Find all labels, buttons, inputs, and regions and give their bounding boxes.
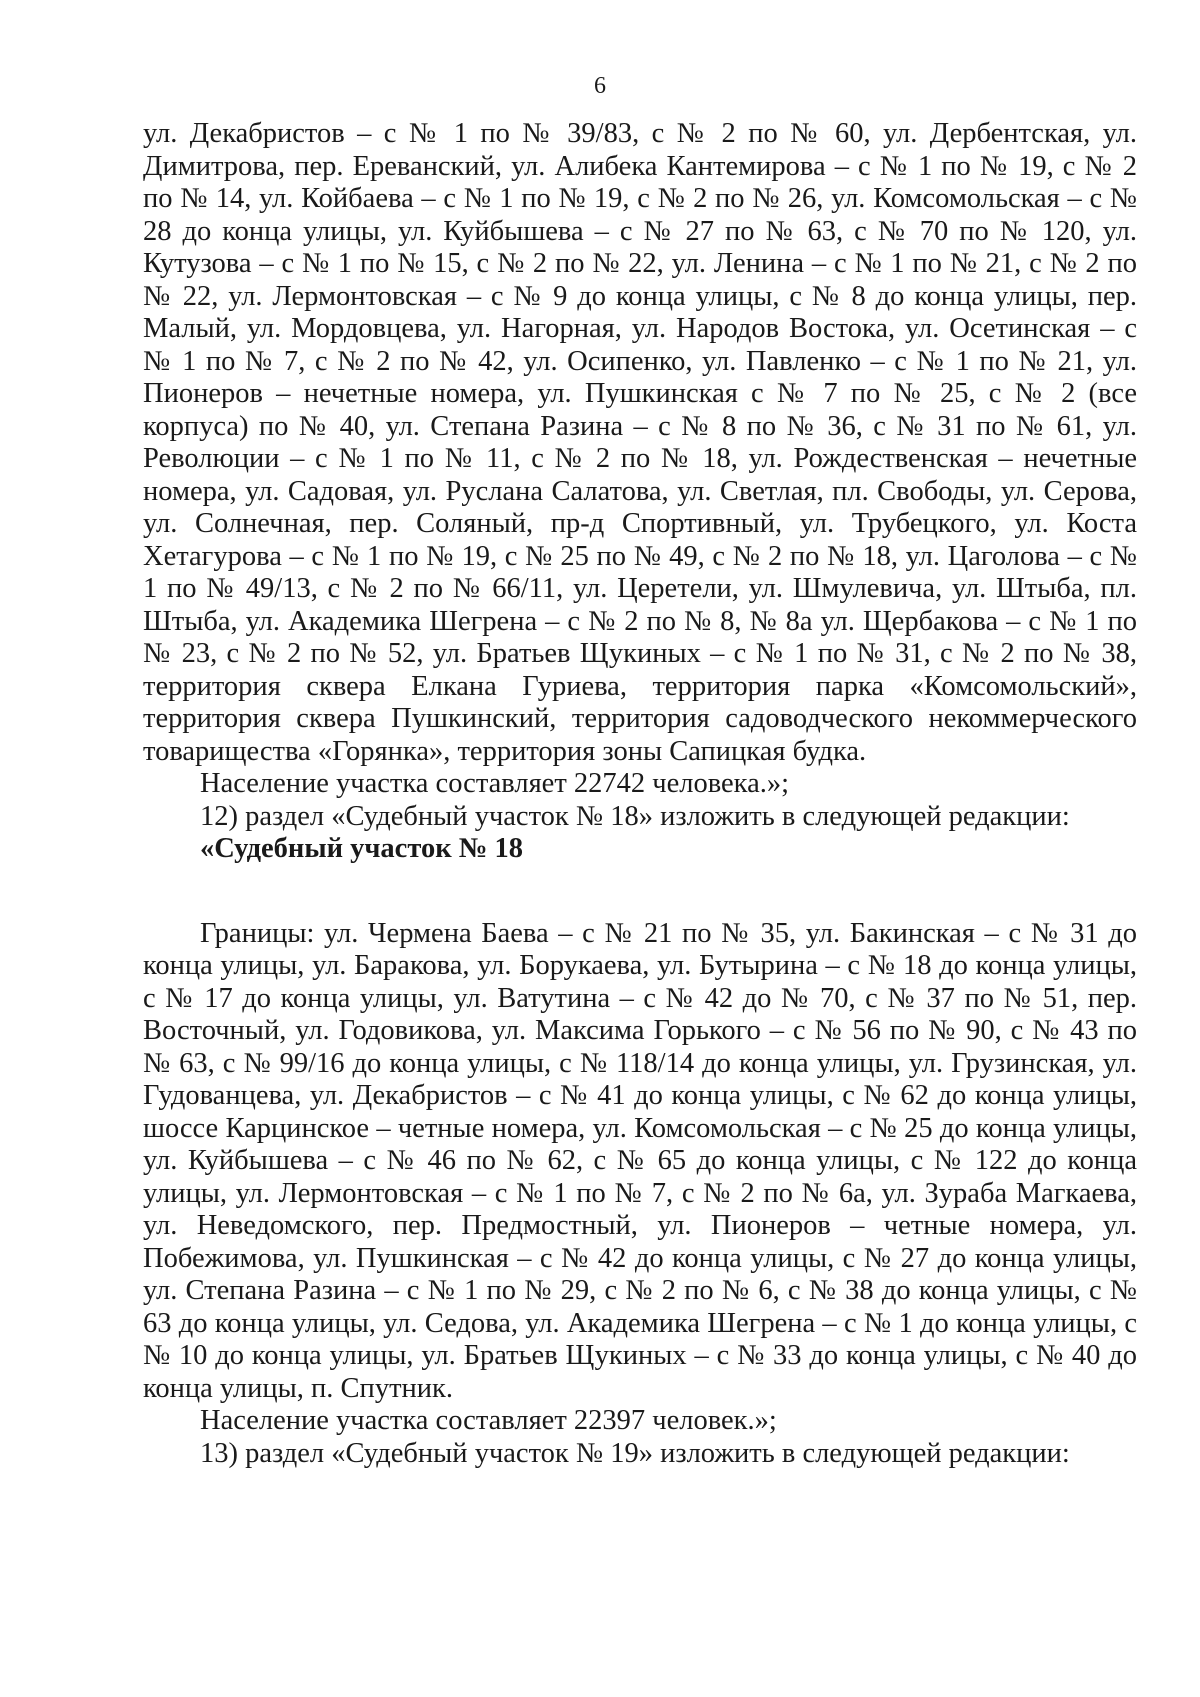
page-number: 6 [594, 73, 606, 99]
court-district-17-boundaries-paragraph: ул. Декабристов – с № 1 по № 39/83, с № 2 по № 60, ул. Дербентская, ул. Димитрова, пер. Ереванский, ул. Алибека Кантемирова – с № 1 по № 19, с № 2 по № 14, ул. Койбаева – с № 1 по № 19, с № 2 по № 26, ул. Комсомольская – с № 28 до конца улицы, ул. Куйбышева – с № 27 по № 63, с № 70 по № 120, ул. Кутузова – с № 1 по № 15, с № 2 по № 22, ул. Ленина – с № 1 по № 21, с № 2 по № 22, ул. Лермонтовская – с № 9 до конца улицы, с № 8 до конца улицы, пер. Малый, ул. Мордовцева, ул. Нагорная, ул. Народов Востока, ул. Осетинская – с № 1 по № 7, с № 2 по № 42, ул. Осипенко, ул. Павленко – с № 1 по № 21, ул. Пионеров – нечетные номера, ул. Пушкинская с № 7 по № 25, с № 2 (все корпуса) по № 40, ул. Степана Разина – с № 8 по № 36, с № 31 по № 61, ул. Революции – с № 1 по № 11, с № 2 по № 18, ул. Рождественская – нечетные номера, ул. Садовая, ул. Руслана Салатова, ул. Светлая, пл. Свободы, ул. Серова, ул. Солнечная, пер. Соляный, пр-д Спортивный, ул. Трубецкого, ул. Коста Хетагурова – с № 1 по № 19, с № 25 по № 49, с № 2 по № 18, ул. Цаголова – с № 1 по № 49/13, с № 2 по № 66/11, ул. Церетели, ул. Шмулевича, ул. Штыба, пл. Штыба, ул. Академика Шегрена – с № 2 по № 8, № 8а ул. Щербакова – с № 1 по № 23, с № 2 по № 52, ул. Братьев Щукиных – с № 1 по № 31, с № 2 по № 38, территория сквера Елкана Гуриева, территория парка «Комсомольский», территория сквера Пушкинский, территория садоводческого некоммерческого товарищества «Горянка», территория зоны Сапицкая будка. [143, 118, 1137, 767]
amendment-item-13: 13) раздел «Судебный участок № 19» изложить в следующей редакции: [200, 1437, 1070, 1469]
amendment-item-12: 12) раздел «Судебный участок № 18» изложить в следующей редакции: [200, 800, 1070, 832]
section-heading-district-18: «Судебный участок № 18 [200, 833, 524, 864]
document-body [143, 118, 1137, 1470]
population-statement-district-18: Население участка составляет 22397 человек.»; [200, 1405, 777, 1436]
section-spacer [143, 866, 1137, 918]
court-district-18-boundaries-paragraph: Границы: ул. Чермена Баева – с № 21 по № 35, ул. Бакинская – с № 31 до конца улицы, ул. Баракова, ул. Борукаева, ул. Бутырина – с № 18 до конца улицы, с № 17 до конца улицы, ул. Ватутина – с № 42 до № 70, с № 37 по № 51, пер. Восточный, ул. Годовикова, ул. Максима Горького – с № 56 по № 90, с № 43 по № 63, с № 99/16 до конца улицы, с № 118/14 до конца улицы, ул. Грузинская, ул. Гудованцева, ул. Декабристов – с № 41 до конца улицы, с № 62 до конца улицы, шоссе Карцинское – четные номера, ул. Комсомольская – с № 25 до конца улицы, ул. Куйбышева – с № 46 по № 62, с № 65 до конца улицы, с № 122 до конца улицы, ул. Лермонтовская – с № 1 по № 7, с № 2 по № 6а, ул. Зураба Магкаева, ул. Неведомского, пер. Предмостный, ул. Пионеров – четные номера, ул. Побежимова, ул. Пушкинская – с № 42 до конца улицы, с № 27 до конца улицы, ул. Степана Разина – с № 1 по № 29, с № 2 по № 6, с № 38 до конца улицы, с № 63 до конца улицы, ул. Седова, ул. Академика Шегрена – с № 1 до конца улицы, с № 10 до конца улицы, ул. Братьев Щукиных – с № 33 до конца улицы, с № 40 до конца улицы, п. Спутник. [143, 917, 1137, 1404]
population-statement-district-17: Население участка составляет 22742 человека.»; [200, 768, 790, 799]
